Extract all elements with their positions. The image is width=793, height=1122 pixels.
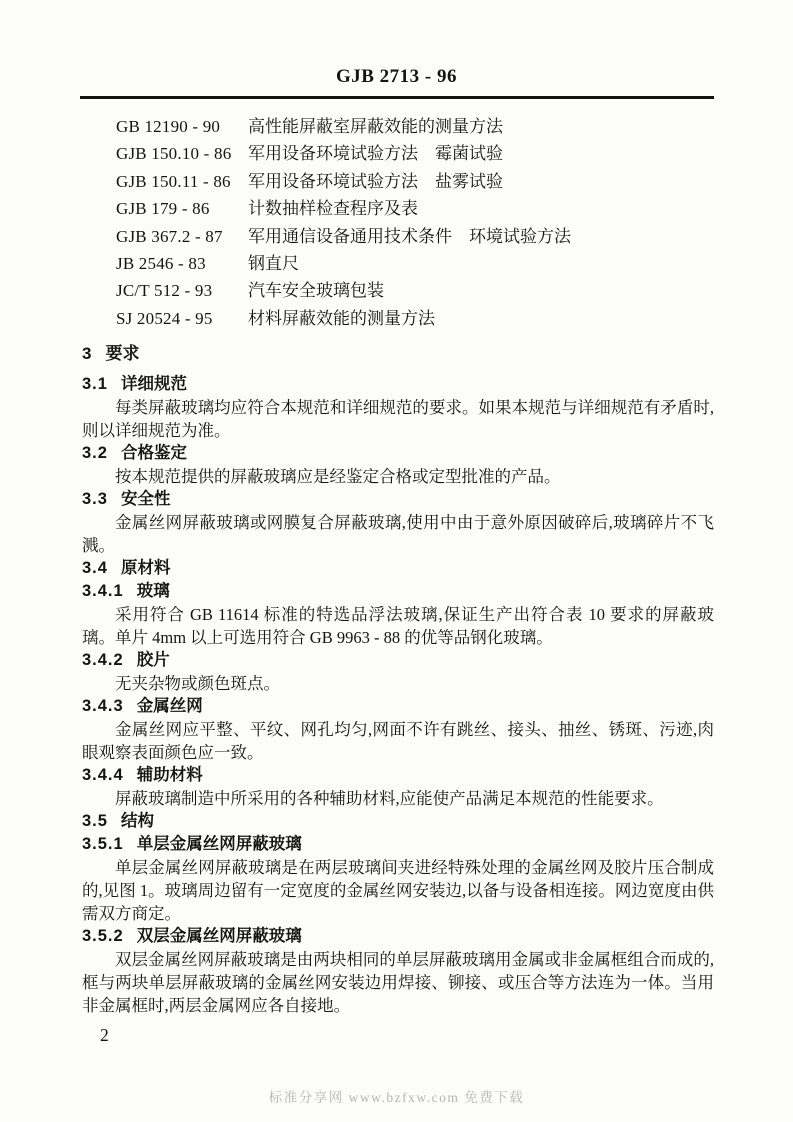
section-heading — [82, 442, 714, 465]
section-title: 胶片 — [136, 651, 170, 670]
section-heading — [82, 833, 714, 856]
chapter-heading — [82, 342, 714, 365]
section-heading — [82, 373, 714, 396]
reference-item — [116, 168, 793, 195]
header-rule — [80, 96, 714, 99]
reference-code: GJB 150.10 - 86 — [116, 144, 232, 164]
reference-title: 材料屏蔽效能的测量方法 — [248, 308, 435, 328]
section-heading — [82, 580, 714, 603]
section-title: 合格鉴定 — [120, 444, 187, 463]
section-number: 3.4.3 — [82, 697, 124, 716]
section-heading — [82, 925, 714, 948]
section-title: 辅助材料 — [136, 766, 203, 785]
section-number: 3.5.2 — [82, 927, 124, 946]
section-heading — [82, 695, 714, 718]
section-number: 3.5.1 — [82, 835, 124, 854]
section-heading — [82, 649, 714, 672]
reference-code: GJB 150.11 - 86 — [116, 171, 231, 191]
section-heading — [82, 557, 714, 580]
reference-code: GB 12190 - 90 — [116, 117, 221, 136]
references-list — [0, 113, 793, 332]
watermark: 标准分享网 www.bzfxw.com 免费下载 — [268, 1090, 525, 1105]
section-paragraph: 单层金属丝网屏蔽玻璃是在两层玻璃间夹进经特殊处理的金属丝网及胶片压合制成的,见图 1。玻璃周边留有一定宽度的金属丝网安装边,以备与设备相连接。网边宽度由供需双方商定。 — [82, 858, 714, 924]
reference-code: JC/T 512 - 93 — [116, 281, 213, 301]
reference-code: GJB 179 - 86 — [116, 199, 210, 219]
section-number: 3.4.2 — [82, 651, 124, 670]
section-number: 3.4.1 — [82, 582, 124, 601]
document-code: GJB 2713 - 96 — [335, 66, 458, 87]
chapter-number: 3 — [82, 344, 93, 364]
reference-title: 高性能屏蔽室屏蔽效能的测量方法 — [248, 117, 503, 136]
section-title: 安全性 — [120, 490, 171, 509]
reference-code: GJB 367.2 - 87 — [116, 226, 223, 246]
section-number: 3.5 — [82, 812, 108, 831]
section-paragraph: 屏蔽玻璃制造中所采用的各种辅助材料,应能使产品满足本规范的性能要求。 — [115, 789, 664, 809]
section-paragraph: 双层金属丝网屏蔽玻璃是由两块相同的单层屏蔽玻璃用金属或非金属框组合而成的,框与两块单层屏蔽玻璃的金属丝网安装边用焊接、铆接、或压合等方法连为一体。当用非金属框时,两层金属网应各自接地。 — [82, 950, 714, 1016]
section-number: 3.1 — [82, 375, 108, 394]
reference-item — [116, 223, 793, 250]
section-paragraph: 无夹杂物或颜色斑点。 — [115, 674, 280, 694]
reference-item — [116, 113, 793, 140]
section-title: 结构 — [120, 812, 154, 831]
section-paragraph: 金属丝网应平整、平纹、网孔均匀,网面不许有跳丝、接头、抽丝、锈斑、污迹,肉眼观察表面颜色应一致。 — [82, 720, 714, 763]
chapter-title: 要求 — [105, 344, 140, 364]
section-title: 详细规范 — [120, 375, 187, 394]
section-title: 玻璃 — [136, 582, 170, 601]
reference-title: 计数抽样检查程序及表 — [248, 199, 418, 219]
section-title: 单层金属丝网屏蔽玻璃 — [136, 835, 302, 854]
section-heading — [82, 488, 714, 511]
reference-item — [116, 305, 793, 332]
section-paragraph: 金属丝网屏蔽玻璃或网膜复合屏蔽玻璃,使用中由于意外原因破碎后,玻璃碎片不飞溅。 — [82, 513, 714, 556]
reference-title: 军用通信设备通用技术条件 环境试验方法 — [248, 226, 571, 246]
section-paragraph: 每类屏蔽玻璃均应符合本规范和详细规范的要求。如果本规范与详细规范有矛盾时,则以详细规范为准。 — [82, 398, 714, 441]
section-title: 双层金属丝网屏蔽玻璃 — [136, 927, 302, 946]
section-paragraph: 采用符合 GB 11614 标准的特选品浮法玻璃,保证生产出符合表 10 要求的屏蔽玻璃。单片 4mm 以上可选用符合 GB 9963 - 88 的优等品钢化玻璃。 — [82, 605, 714, 648]
section-title: 金属丝网 — [136, 697, 203, 716]
section-number: 3.4 — [82, 559, 108, 578]
reference-item — [116, 140, 793, 167]
page-header — [0, 0, 793, 99]
reference-item — [116, 250, 793, 277]
reference-code: SJ 20524 - 95 — [116, 308, 213, 328]
reference-title: 钢直尺 — [248, 254, 299, 274]
section-title: 原材料 — [120, 559, 171, 578]
section-heading — [82, 810, 714, 833]
section-number: 3.3 — [82, 490, 108, 509]
reference-item — [116, 277, 793, 304]
document-body — [82, 342, 714, 1017]
section-heading — [82, 764, 714, 787]
section-number: 3.2 — [82, 444, 108, 463]
page-number: 2 — [100, 1025, 109, 1046]
section-number: 3.4.4 — [82, 766, 124, 785]
section-paragraph: 按本规范提供的屏蔽玻璃应是经鉴定合格或定型批准的产品。 — [115, 467, 561, 487]
reference-item — [116, 195, 793, 222]
reference-title: 汽车安全玻璃包装 — [248, 281, 384, 301]
reference-code: JB 2546 - 83 — [116, 254, 206, 274]
reference-title: 军用设备环境试验方法 霉菌试验 — [248, 144, 503, 164]
reference-title: 军用设备环境试验方法 盐雾试验 — [248, 171, 503, 191]
